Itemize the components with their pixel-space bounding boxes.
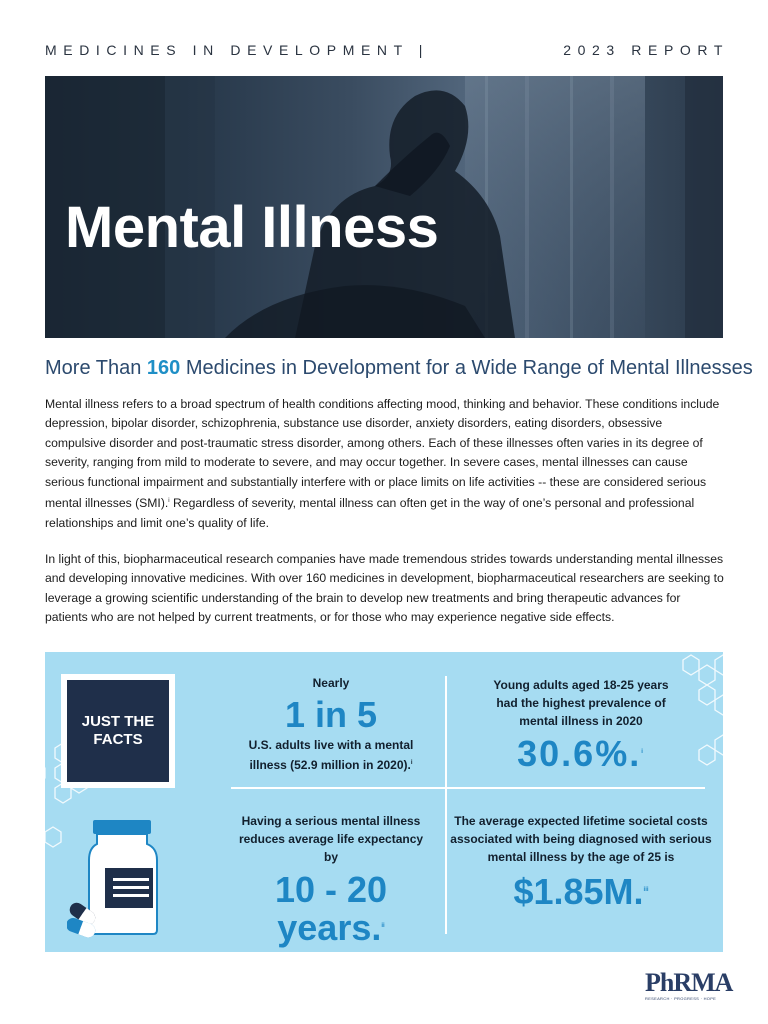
header-year: 2023 REPORT bbox=[563, 42, 729, 58]
stat3-value-text: 10 - 20 years. bbox=[274, 869, 388, 948]
headline-suffix: Medicines in Development for a Wide Range of Mental Illnesses bbox=[180, 357, 753, 379]
footnote-marker: i bbox=[168, 498, 170, 505]
stat3-intro: Having a serious mental illness reduces average life expectancy by bbox=[238, 814, 424, 864]
phrma-logo bbox=[645, 968, 733, 1001]
stat1-intro: Nearly bbox=[312, 676, 350, 690]
just-the-facts-badge bbox=[61, 674, 175, 788]
stat4-footnote: iii bbox=[643, 887, 649, 893]
stat1-value: 1 in 5 bbox=[284, 694, 378, 735]
hero-title: Mental Illness bbox=[65, 195, 439, 260]
stat-young-adults bbox=[449, 676, 713, 776]
headline-prefix: More Than bbox=[45, 357, 147, 379]
header-separator: | bbox=[418, 42, 430, 58]
facts-panel bbox=[45, 652, 723, 952]
stat3-value bbox=[231, 869, 431, 948]
stat2-footnote: i bbox=[641, 749, 645, 755]
stat-societal-costs bbox=[449, 812, 713, 914]
pill-bottle-icon bbox=[67, 820, 187, 940]
report-header bbox=[45, 42, 729, 62]
stat1-detail-text: U.S. adults live with a mental illness (52.9 million in 2020). bbox=[248, 738, 414, 772]
intro-text-a: Mental illness refers to a broad spectrum of health conditions affecting mood, thinking and behavior. These conditions include depression, bipolar disorder, schizophrenia, substance use disorder, anxiety disorders, eating disorders, obsessive compulsive disorder and post-traumatic stress disorder, among others. Each of these illnesses often varies in its degree of severity, ranging from mild to moderate to severe, and may occur together. In severe cases, mental illnesses can cause serious functional impairment and substantially interfere with or place limits on life activities -- these are considered serious mental illnesses (SMI). bbox=[45, 397, 720, 511]
intro-paragraph bbox=[45, 395, 725, 533]
hero-banner bbox=[45, 76, 723, 338]
logo-tagline: RESEARCH · PROGRESS · HOPE bbox=[645, 996, 717, 1001]
stat4-intro: The average expected lifetime societal costs associated with being diagnosed with serious mental illness by the age of 25 is bbox=[450, 814, 712, 864]
stat3-footnote: ii bbox=[381, 923, 385, 929]
section-headline bbox=[45, 357, 753, 380]
logo-wordmark: PhRMA bbox=[645, 968, 733, 997]
vertical-divider bbox=[445, 676, 447, 934]
just-the-facts-box bbox=[67, 680, 169, 782]
stat2-value-text: 30.6%. bbox=[517, 733, 642, 774]
research-paragraph: In light of this, biopharmaceutical research companies have made tremendous strides towards understanding mental illnesses and developing innovative medicines. With over 160 medicines in development, biopharmaceutical researchers are seeking to leverage a growing scientific understanding of the brain to develop new treatments and bring therapeutic advances for patients who are not helped by current treatments, or for those who may experience negative side effects. bbox=[45, 552, 724, 625]
stat2-intro: Young adults aged 18-25 years had the highest prevalence of mental illness in 2020 bbox=[493, 678, 669, 728]
stat4-value-text: $1.85M. bbox=[513, 871, 644, 912]
stat1-footnote: i bbox=[410, 760, 413, 766]
headline-number: 160 bbox=[146, 357, 181, 379]
stat1-detail bbox=[231, 736, 431, 774]
just-the-facts-label: JUST THE FACTS bbox=[81, 713, 155, 748]
stat4-value bbox=[449, 868, 713, 914]
stat2-value bbox=[449, 730, 713, 776]
stat-life-expectancy bbox=[231, 812, 431, 946]
stat-prevalence bbox=[231, 674, 431, 774]
header-section: MEDICINES IN DEVELOPMENT bbox=[45, 42, 409, 58]
horizontal-divider bbox=[231, 787, 705, 789]
intro-text-b: Regardless of severity, mental illness can often get in the way of one’s personal and professional relationships and limit one’s quality of life. bbox=[45, 496, 695, 530]
